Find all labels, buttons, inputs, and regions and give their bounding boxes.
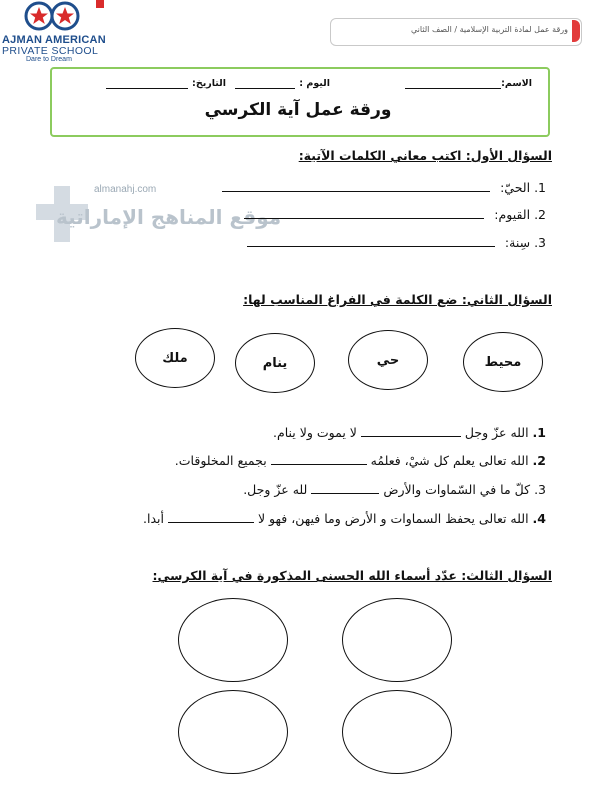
q1-item-3-num: 3. <box>534 235 546 250</box>
q2-item-3-num: 3. <box>534 482 546 497</box>
q2-item-4-blank[interactable] <box>168 510 254 523</box>
q2-item-1-after: لا يموت ولا ينام. <box>273 425 357 440</box>
school-name-line2: PRIVATE SCHOOL <box>2 45 99 57</box>
q1-heading: السؤال الأول: اكتب معاني الكلمات الآتية: <box>298 148 552 163</box>
name-label: الاسم: <box>501 78 532 89</box>
q1-item-1-num: 1. <box>534 180 546 195</box>
word-oval-4[interactable] <box>135 328 215 388</box>
q2-item-4-after: أبدا. <box>143 511 164 526</box>
q2-item-1-blank[interactable] <box>361 424 461 437</box>
q2-item-3-after: لله عزّ وجل. <box>243 482 308 497</box>
q1-item-2-num: 2. <box>534 207 546 222</box>
word-oval-3-label: ينام <box>262 355 288 371</box>
q3-heading: السؤال الثالث: عدّد أسماء الله الحسنى المذكورة في آية الكرسي: <box>152 568 552 583</box>
q2-item-2-before: الله تعالى يعلم كل شيْ، فعلمُه <box>370 453 529 468</box>
q1-item-3 <box>247 234 546 250</box>
watermark-arabic: موقع المناهج الإماراتية <box>56 205 282 229</box>
word-oval-1[interactable] <box>463 332 543 392</box>
banner-accent <box>572 20 580 42</box>
q2-item-1 <box>273 424 546 440</box>
q1-item-1-text: الحيّ: <box>500 180 531 195</box>
worksheet-title: ورقة عمل آية الكرسي <box>204 100 392 120</box>
word-oval-2[interactable] <box>348 330 428 390</box>
date-label: التاريخ: <box>192 78 226 89</box>
q1-item-2 <box>244 206 546 222</box>
q2-item-2-blank[interactable] <box>271 452 367 465</box>
answer-oval-2[interactable] <box>178 598 288 682</box>
word-oval-1-label: محيط <box>484 354 522 370</box>
q2-item-4-num: 4. <box>532 511 546 526</box>
q2-item-2 <box>175 452 546 468</box>
q2-item-1-num: 1. <box>532 425 546 440</box>
q2-item-1-before: الله عزّ وجل <box>464 425 529 440</box>
q1-item-3-answer[interactable] <box>247 234 495 247</box>
q1-item-2-answer[interactable] <box>244 206 484 219</box>
q1-item-1-answer[interactable] <box>222 179 490 192</box>
school-tagline: Dare to Dream <box>26 56 72 63</box>
school-name-line1: AJMAN AMERICAN <box>2 34 106 46</box>
name-field[interactable] <box>405 78 532 89</box>
watermark-site: almanahj.com <box>94 184 157 195</box>
q2-item-3-before: كلّ ما في السّماوات والأرض <box>383 482 531 497</box>
q2-item-2-num: 2. <box>532 453 546 468</box>
name-line[interactable] <box>405 88 501 89</box>
q2-item-3-blank[interactable] <box>311 481 379 494</box>
q1-item-2-text: القيوم: <box>494 207 531 222</box>
q2-item-4-before: الله تعالى يحفظ السماوات و الأرض وما فيهن، فهو لا <box>257 511 529 526</box>
q1-item-3-text: سِنة: <box>504 235 531 250</box>
day-field[interactable] <box>235 78 330 89</box>
q1-item-1 <box>222 179 546 195</box>
q2-heading: السؤال الثاني: ضع الكلمة في الفراغ المناسب لها: <box>243 292 552 307</box>
word-oval-3[interactable] <box>235 333 315 393</box>
date-line[interactable] <box>106 88 188 89</box>
day-label: اليوم : <box>299 78 330 89</box>
corner-mark <box>96 0 104 8</box>
q2-item-4 <box>143 510 546 526</box>
banner-text: ورقة عمل لمادة التربية الإسلامية / الصف الثاني <box>411 25 568 34</box>
answer-oval-1[interactable] <box>342 598 452 682</box>
word-oval-4-label: ملك <box>162 350 188 366</box>
answer-oval-3[interactable] <box>342 690 452 774</box>
q2-item-2-after: بجميع المخلوقات. <box>174 453 267 468</box>
day-line[interactable] <box>235 88 295 89</box>
date-field[interactable] <box>106 78 226 89</box>
answer-oval-4[interactable] <box>178 690 288 774</box>
word-oval-2-label: حي <box>376 352 400 368</box>
q2-item-3 <box>243 481 546 497</box>
